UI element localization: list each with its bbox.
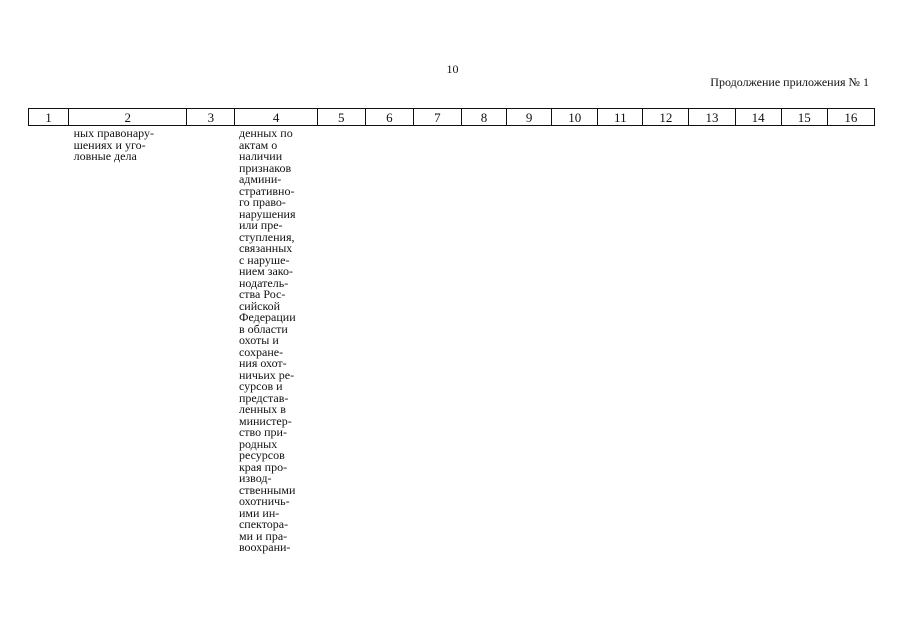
- column-header-16: 16: [827, 109, 874, 126]
- cell-col-1: [29, 126, 69, 554]
- column-header-4: 4: [235, 109, 317, 126]
- cell-col-11: [598, 126, 643, 554]
- column-header-5: 5: [317, 109, 365, 126]
- cell-col-13: [689, 126, 735, 554]
- column-header-10: 10: [552, 109, 598, 126]
- cell-col-14: [735, 126, 781, 554]
- column-header-11: 11: [598, 109, 643, 126]
- column-header-12: 12: [643, 109, 689, 126]
- cell-col-7: [413, 126, 461, 554]
- cell-col-4: денных по актам о наличии признаков админи- стративно- го право- нарушения или пре- ступления, связанных с наруше- нием зако- нодатель- ства Рос- сийской Федерации в области охоты и сохране- ния охот- ничьих ре- сурсов и представ- ленных в министер- ство при- родных ресурсов края про- извод- ственными охотничь- ими ин- спектора- ми и пра- воохрани-: [238, 126, 296, 554]
- cell-col-6: [365, 126, 413, 554]
- table-row: [29, 126, 875, 554]
- column-number-row: [29, 109, 875, 126]
- column-header-14: 14: [735, 109, 781, 126]
- cell-col-15: [781, 126, 827, 554]
- cell-col-3: [187, 126, 235, 554]
- appendix-continuation-label: Продолжение приложения № 1: [710, 75, 869, 89]
- cell-col-9: [507, 126, 552, 554]
- cell-col-12: [643, 126, 689, 554]
- cell-col-10: [552, 126, 598, 554]
- column-header-13: 13: [689, 109, 735, 126]
- column-header-6: 6: [365, 109, 413, 126]
- column-header-9: 9: [507, 109, 552, 126]
- column-header-3: 3: [187, 109, 235, 126]
- column-header-8: 8: [461, 109, 506, 126]
- column-header-2: 2: [69, 109, 187, 126]
- cell-col-16: [827, 126, 874, 554]
- appendix-table: [28, 108, 875, 554]
- column-header-15: 15: [781, 109, 827, 126]
- column-header-7: 7: [413, 109, 461, 126]
- cell-col-8: [461, 126, 506, 554]
- page-number: 10: [446, 62, 459, 76]
- cell-col-5: [317, 126, 365, 554]
- cell-col-2: ных правонару- шениях и уго- ловные дела: [73, 126, 154, 163]
- column-header-1: 1: [29, 109, 69, 126]
